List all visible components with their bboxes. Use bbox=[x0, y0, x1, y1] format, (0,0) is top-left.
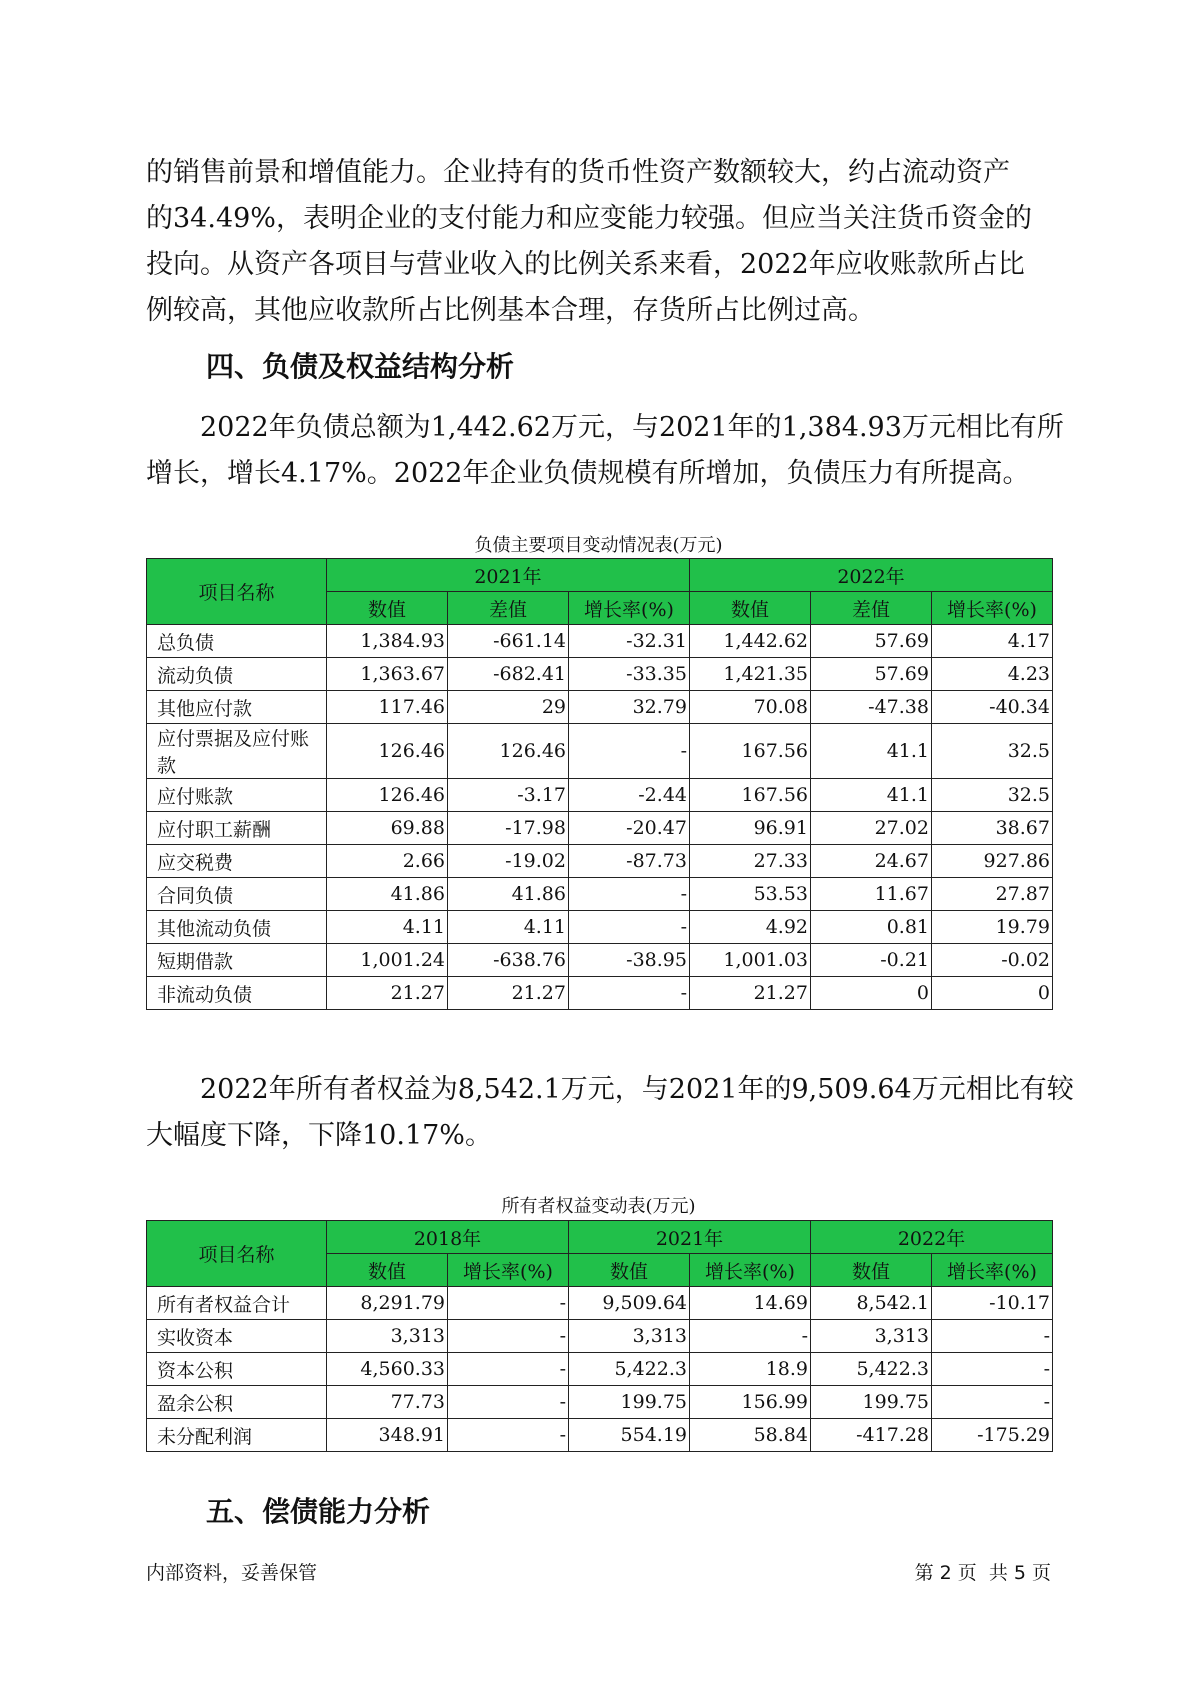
table-cell: 53.53 bbox=[690, 878, 811, 911]
table-row bbox=[147, 1353, 1053, 1386]
table-cell: 348.91 bbox=[327, 1419, 448, 1452]
table-cell: 1,001.03 bbox=[690, 944, 811, 977]
header-year: 2021年 bbox=[327, 559, 690, 592]
table-cell: -417.28 bbox=[811, 1419, 932, 1452]
row-label: 应交税费 bbox=[147, 845, 327, 878]
intro-paragraph bbox=[146, 150, 1066, 334]
table-cell: - bbox=[569, 878, 690, 911]
table-cell: 4.92 bbox=[690, 911, 811, 944]
table-cell: 4.11 bbox=[448, 911, 569, 944]
table-cell: 126.46 bbox=[448, 724, 569, 779]
table-row bbox=[147, 845, 1053, 878]
table-cell: -17.98 bbox=[448, 812, 569, 845]
header-sub-column: 增长率(%) bbox=[690, 1254, 811, 1287]
text-line: 大幅度下降，下降10.17%。 bbox=[146, 1120, 492, 1151]
table-cell: 41.1 bbox=[811, 724, 932, 779]
equity-paragraph bbox=[146, 1067, 1074, 1159]
table-row bbox=[147, 977, 1053, 1010]
table-cell: -47.38 bbox=[811, 691, 932, 724]
table-cell: 0 bbox=[811, 977, 932, 1010]
table-cell: 14.69 bbox=[690, 1287, 811, 1320]
table-cell: -175.29 bbox=[932, 1419, 1053, 1452]
table-cell: -32.31 bbox=[569, 625, 690, 658]
table-cell: 199.75 bbox=[811, 1386, 932, 1419]
header-item-name: 项目名称 bbox=[147, 1221, 327, 1287]
table-cell: 11.67 bbox=[811, 878, 932, 911]
table-cell: 1,421.35 bbox=[690, 658, 811, 691]
table-cell: 167.56 bbox=[690, 724, 811, 779]
table-cell: 29 bbox=[448, 691, 569, 724]
row-label: 实收资本 bbox=[147, 1320, 327, 1353]
table-cell: 21.27 bbox=[690, 977, 811, 1010]
table-row bbox=[147, 625, 1053, 658]
table-cell: 4.17 bbox=[932, 625, 1053, 658]
table-cell: 5,422.3 bbox=[811, 1353, 932, 1386]
table-cell: 8,291.79 bbox=[327, 1287, 448, 1320]
header-sub-column: 数值 bbox=[569, 1254, 690, 1287]
footer-page-number: 第 2 页 共 5 页 bbox=[914, 1562, 1051, 1584]
table-row bbox=[147, 1386, 1053, 1419]
row-label: 盈余公积 bbox=[147, 1386, 327, 1419]
table-cell: 18.9 bbox=[690, 1353, 811, 1386]
header-sub-column: 增长率(%) bbox=[569, 592, 690, 625]
table-cell: 38.67 bbox=[932, 812, 1053, 845]
table-row bbox=[147, 658, 1053, 691]
debt-paragraph bbox=[146, 405, 1066, 497]
table-cell: - bbox=[569, 977, 690, 1010]
table-cell: 126.46 bbox=[327, 724, 448, 779]
header-item-name: 项目名称 bbox=[147, 559, 327, 625]
table-cell: 27.02 bbox=[811, 812, 932, 845]
table-cell: 554.19 bbox=[569, 1419, 690, 1452]
table-cell: 126.46 bbox=[327, 779, 448, 812]
table-cell: - bbox=[932, 1386, 1053, 1419]
table-cell: -3.17 bbox=[448, 779, 569, 812]
table-cell: 1,442.62 bbox=[690, 625, 811, 658]
table-cell: 41.1 bbox=[811, 779, 932, 812]
table-cell: 156.99 bbox=[690, 1386, 811, 1419]
footer-confidential: 内部资料，妥善保管 bbox=[146, 1562, 318, 1584]
table-row bbox=[147, 691, 1053, 724]
table-cell: 77.73 bbox=[327, 1386, 448, 1419]
table-cell: 57.69 bbox=[811, 658, 932, 691]
header-sub-column: 差值 bbox=[811, 592, 932, 625]
text-line: 投向。从资产各项目与营业收入的比例关系来看，2022年应收账款所占比 bbox=[146, 249, 1025, 280]
table-cell: -2.44 bbox=[569, 779, 690, 812]
section-heading-liabilities: 四、负债及权益结构分析 bbox=[206, 350, 515, 383]
equity-table bbox=[146, 1220, 1053, 1452]
table-cell: 5,422.3 bbox=[569, 1353, 690, 1386]
table-cell: 1,363.67 bbox=[327, 658, 448, 691]
table-cell: 27.87 bbox=[932, 878, 1053, 911]
row-label: 流动负债 bbox=[147, 658, 327, 691]
row-label: 非流动负债 bbox=[147, 977, 327, 1010]
row-label: 应付账款 bbox=[147, 779, 327, 812]
table-cell: - bbox=[448, 1386, 569, 1419]
table-cell: 3,313 bbox=[569, 1320, 690, 1353]
table-cell: 3,313 bbox=[327, 1320, 448, 1353]
table-cell: 9,509.64 bbox=[569, 1287, 690, 1320]
table-cell: 167.56 bbox=[690, 779, 811, 812]
text-line: 的34.49%，表明企业的支付能力和应变能力较强。但应当关注货币资金的 bbox=[146, 203, 1032, 234]
table-cell: 199.75 bbox=[569, 1386, 690, 1419]
header-sub-column: 数值 bbox=[811, 1254, 932, 1287]
table-cell: - bbox=[448, 1320, 569, 1353]
table-cell: 41.86 bbox=[327, 878, 448, 911]
table-cell: - bbox=[932, 1320, 1053, 1353]
table-cell: 117.46 bbox=[327, 691, 448, 724]
table-cell: 0 bbox=[932, 977, 1053, 1010]
row-label: 其他流动负债 bbox=[147, 911, 327, 944]
table-row bbox=[147, 779, 1053, 812]
debt-table bbox=[146, 558, 1053, 1010]
debt-table-caption: 负债主要项目变动情况表(万元) bbox=[474, 535, 723, 556]
text-line: 例较高，其他应收款所占比例基本合理，存货所占比例过高。 bbox=[146, 295, 875, 326]
table-cell: 32.5 bbox=[932, 724, 1053, 779]
table-cell: -40.34 bbox=[932, 691, 1053, 724]
header-year: 2022年 bbox=[811, 1221, 1053, 1254]
header-sub-column: 增长率(%) bbox=[932, 592, 1053, 625]
table-cell: 0.81 bbox=[811, 911, 932, 944]
text-line: 的销售前景和增值能力。企业持有的货币性资产数额较大，约占流动资产 bbox=[146, 157, 1010, 188]
table-cell: 70.08 bbox=[690, 691, 811, 724]
table-cell: -10.17 bbox=[932, 1287, 1053, 1320]
table-cell: -87.73 bbox=[569, 845, 690, 878]
equity-table-caption: 所有者权益变动表(万元) bbox=[501, 1196, 696, 1217]
table-cell: 927.86 bbox=[932, 845, 1053, 878]
row-label: 资本公积 bbox=[147, 1353, 327, 1386]
header-sub-column: 增长率(%) bbox=[932, 1254, 1053, 1287]
row-label: 所有者权益合计 bbox=[147, 1287, 327, 1320]
table-cell: - bbox=[448, 1353, 569, 1386]
table-cell: - bbox=[569, 911, 690, 944]
table-cell: 8,542.1 bbox=[811, 1287, 932, 1320]
table-cell: 58.84 bbox=[690, 1419, 811, 1452]
table-cell: -20.47 bbox=[569, 812, 690, 845]
table-cell: - bbox=[569, 724, 690, 779]
row-label: 未分配利润 bbox=[147, 1419, 327, 1452]
row-label: 合同负债 bbox=[147, 878, 327, 911]
table-cell: -38.95 bbox=[569, 944, 690, 977]
row-label: 其他应付款 bbox=[147, 691, 327, 724]
row-label: 总负债 bbox=[147, 625, 327, 658]
table-row bbox=[147, 911, 1053, 944]
table-cell: -0.21 bbox=[811, 944, 932, 977]
table-row bbox=[147, 878, 1053, 911]
table-cell: 27.33 bbox=[690, 845, 811, 878]
table-cell: - bbox=[932, 1353, 1053, 1386]
table-cell: -638.76 bbox=[448, 944, 569, 977]
header-sub-column: 数值 bbox=[327, 592, 448, 625]
table-cell: - bbox=[448, 1419, 569, 1452]
row-label: 短期借款 bbox=[147, 944, 327, 977]
table-cell: - bbox=[690, 1320, 811, 1353]
table-cell: 21.27 bbox=[448, 977, 569, 1010]
table-cell: 41.86 bbox=[448, 878, 569, 911]
header-sub-column: 数值 bbox=[690, 592, 811, 625]
table-cell: 96.91 bbox=[690, 812, 811, 845]
table-row bbox=[147, 1320, 1053, 1353]
text-line: 2022年所有者权益为8,542.1万元，与2021年的9,509.64万元相比有较 bbox=[200, 1074, 1074, 1105]
header-sub-column: 数值 bbox=[327, 1254, 448, 1287]
table-cell: 69.88 bbox=[327, 812, 448, 845]
table-cell: -0.02 bbox=[932, 944, 1053, 977]
row-label: 应付票据及应付账款 bbox=[147, 724, 327, 779]
table-cell: 24.67 bbox=[811, 845, 932, 878]
table-cell: 4.11 bbox=[327, 911, 448, 944]
text-line: 增长，增长4.17%。2022年企业负债规模有所增加，负债压力有所提高。 bbox=[146, 458, 1030, 489]
table-row bbox=[147, 724, 1053, 779]
header-year: 2022年 bbox=[690, 559, 1053, 592]
table-cell: 32.5 bbox=[932, 779, 1053, 812]
table-cell: -33.35 bbox=[569, 658, 690, 691]
table-cell: 57.69 bbox=[811, 625, 932, 658]
text-line: 2022年负债总额为1,442.62万元，与2021年的1,384.93万元相比有所 bbox=[200, 412, 1064, 443]
header-year: 2018年 bbox=[327, 1221, 569, 1254]
table-cell: 4.23 bbox=[932, 658, 1053, 691]
table-cell: 4,560.33 bbox=[327, 1353, 448, 1386]
table-cell: 3,313 bbox=[811, 1320, 932, 1353]
table-row bbox=[147, 944, 1053, 977]
header-sub-column: 增长率(%) bbox=[448, 1254, 569, 1287]
table-cell: -19.02 bbox=[448, 845, 569, 878]
header-sub-column: 差值 bbox=[448, 592, 569, 625]
table-cell: 19.79 bbox=[932, 911, 1053, 944]
table-cell: 32.79 bbox=[569, 691, 690, 724]
table-cell: - bbox=[448, 1287, 569, 1320]
table-cell: 2.66 bbox=[327, 845, 448, 878]
section-heading-solvency: 五、偿债能力分析 bbox=[206, 1495, 431, 1528]
table-cell: 21.27 bbox=[327, 977, 448, 1010]
table-cell: 1,001.24 bbox=[327, 944, 448, 977]
row-label: 应付职工薪酬 bbox=[147, 812, 327, 845]
table-row bbox=[147, 812, 1053, 845]
table-row bbox=[147, 1287, 1053, 1320]
table-row bbox=[147, 1419, 1053, 1452]
header-year: 2021年 bbox=[569, 1221, 811, 1254]
table-cell: 1,384.93 bbox=[327, 625, 448, 658]
table-cell: -661.14 bbox=[448, 625, 569, 658]
table-cell: -682.41 bbox=[448, 658, 569, 691]
